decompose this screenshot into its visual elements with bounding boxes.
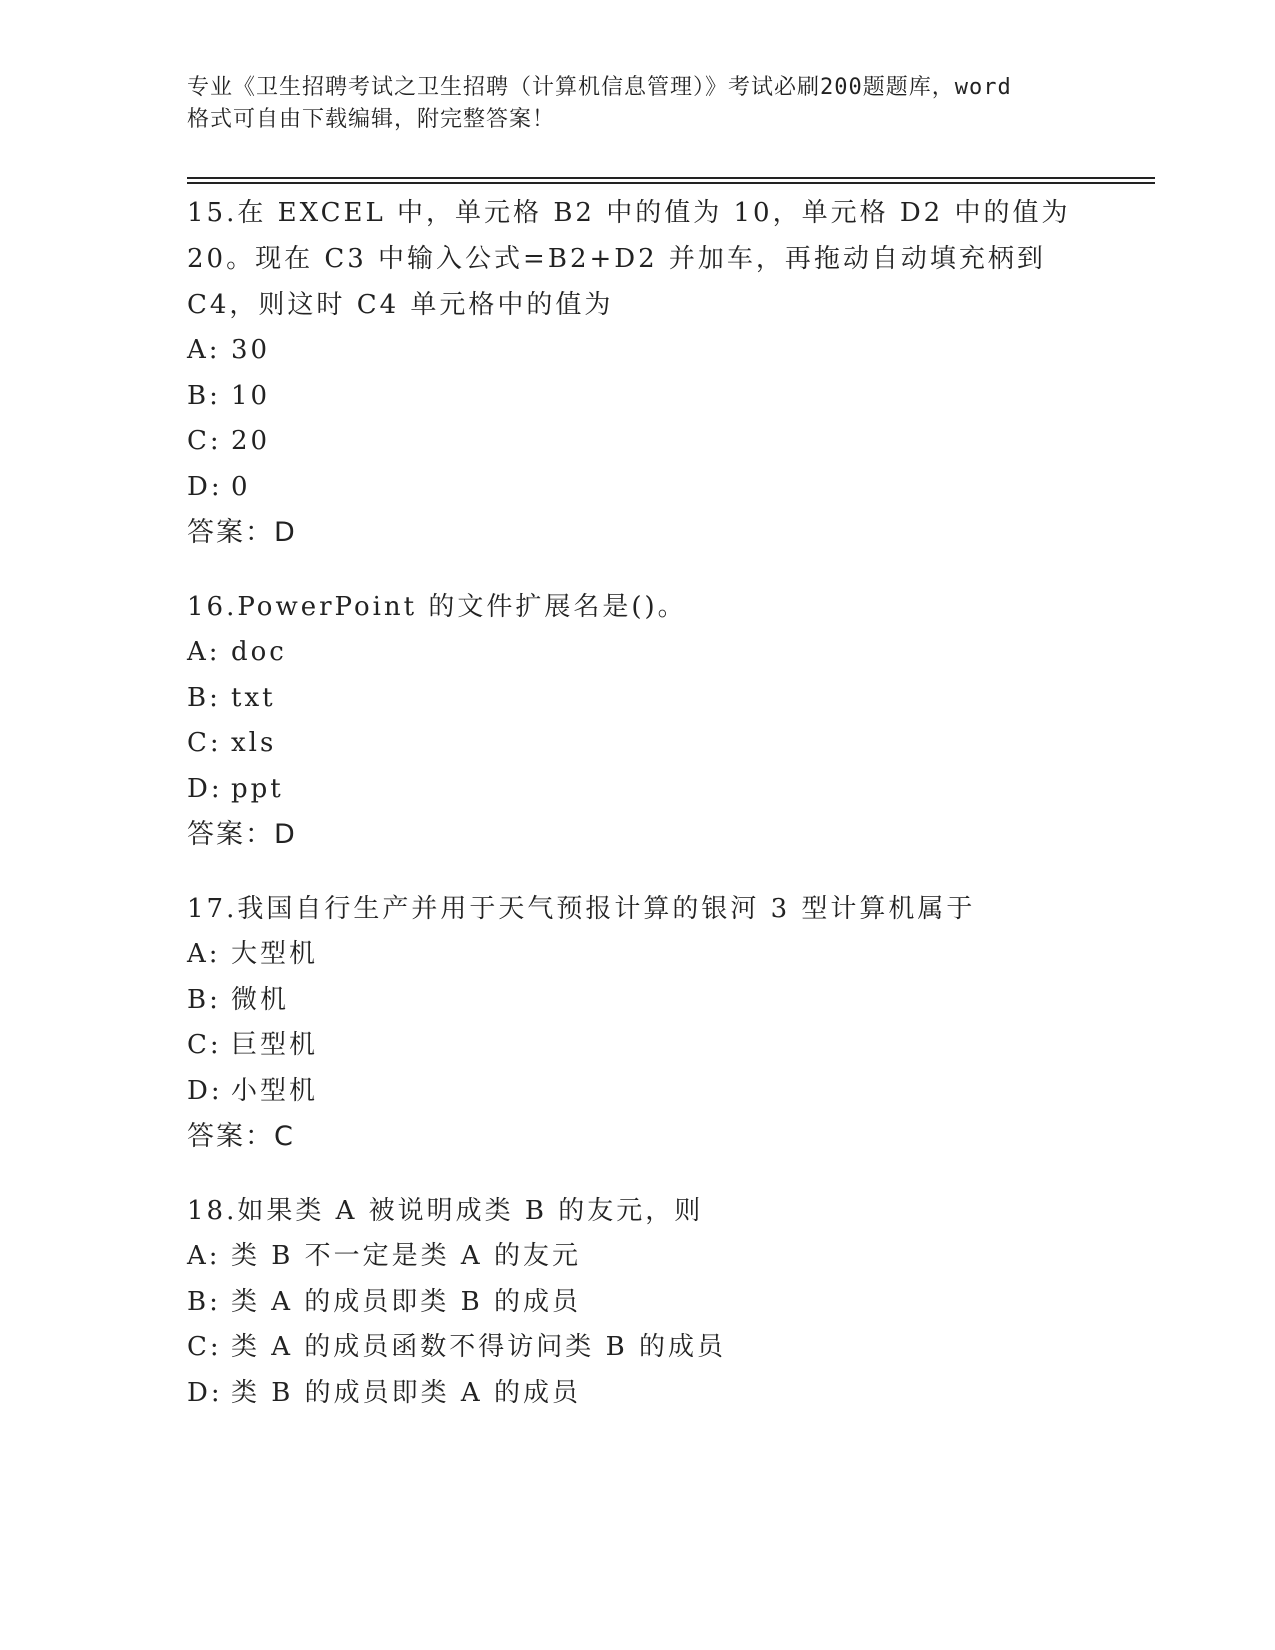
option-letter: B: <box>187 682 221 713</box>
question-list <box>187 190 1087 1444</box>
option-text: 0 <box>231 471 251 502</box>
answer-line: 答案：D <box>187 819 297 850</box>
option-c <box>187 1325 1087 1371</box>
question-15 <box>187 190 1087 556</box>
option-letter: B: <box>187 1286 221 1317</box>
option-a <box>187 932 1087 978</box>
option-text: 微机 <box>231 984 290 1015</box>
answer-line: 答案：C <box>187 1121 295 1152</box>
question-18 <box>187 1188 1087 1416</box>
question-stem: 15.在 EXCEL 中，单元格 B2 中的值为 10，单元格 D2 中的值为 20。现在 C3 中输入公式=B2+D2 并加车，再拖动自动填充柄到 C4，则这时 C4 单元格中的值为 <box>187 198 1082 320</box>
option-a <box>187 1234 1087 1280</box>
option-text: 小型机 <box>231 1075 319 1106</box>
option-b <box>187 978 1087 1024</box>
document-header <box>187 72 1107 136</box>
option-b <box>187 676 1087 722</box>
option-text: 大型机 <box>231 939 319 969</box>
question-stem: 18.如果类 A 被说明成类 B 的友元，则 <box>187 1196 704 1226</box>
option-text: 类 B 不一定是类 A 的友元 <box>231 1241 581 1271</box>
question-stem: 17.我国自行生产并用于天气预报计算的银河 3 型计算机属于 <box>187 894 976 924</box>
option-letter: A: <box>187 1241 221 1271</box>
option-letter: D: <box>187 1075 223 1106</box>
header-divider-bottom <box>187 182 1155 184</box>
option-a <box>187 328 1087 374</box>
option-letter: D: <box>187 1377 223 1408</box>
option-text: ppt <box>231 773 284 804</box>
option-letter: A: <box>187 939 221 969</box>
option-letter: C: <box>187 728 222 758</box>
option-text: 20 <box>231 426 271 456</box>
option-b <box>187 374 1087 420</box>
option-letter: D: <box>187 773 223 804</box>
question-16 <box>187 584 1087 858</box>
header-divider-top <box>187 177 1155 179</box>
question-stem: 16.PowerPoint 的文件扩展名是()。 <box>187 592 687 622</box>
option-text: 30 <box>231 335 271 365</box>
option-c <box>187 721 1087 767</box>
option-d <box>187 465 1087 511</box>
option-b <box>187 1280 1087 1326</box>
header-title-line2: 格式可自由下载编辑，附完整答案！ <box>187 107 556 132</box>
option-a <box>187 630 1087 676</box>
answer-line: 答案：D <box>187 517 297 548</box>
question-17 <box>187 886 1087 1160</box>
option-text: doc <box>231 637 287 667</box>
option-d <box>187 1069 1087 1115</box>
option-text: 类 B 的成员即类 A 的成员 <box>231 1377 581 1408</box>
option-d <box>187 767 1087 813</box>
header-title-line1: 专业《卫生招聘考试之卫生招聘（计算机信息管理）》考试必刷200题题库，word <box>187 75 1012 100</box>
option-text: xls <box>231 728 277 758</box>
option-letter: C: <box>187 1332 222 1362</box>
option-c <box>187 419 1087 465</box>
option-text: 类 A 的成员函数不得访问类 B 的成员 <box>231 1332 726 1362</box>
option-text: 10 <box>231 380 271 411</box>
option-text: 类 A 的成员即类 B 的成员 <box>231 1286 581 1317</box>
option-d <box>187 1371 1087 1417</box>
option-letter: A: <box>187 335 221 365</box>
option-c <box>187 1023 1087 1069</box>
option-letter: C: <box>187 426 222 456</box>
option-text: 巨型机 <box>231 1030 319 1060</box>
option-letter: D: <box>187 471 223 502</box>
option-letter: A: <box>187 637 221 667</box>
option-letter: C: <box>187 1030 222 1060</box>
option-letter: B: <box>187 984 221 1015</box>
option-letter: B: <box>187 380 221 411</box>
option-text: txt <box>231 682 276 713</box>
